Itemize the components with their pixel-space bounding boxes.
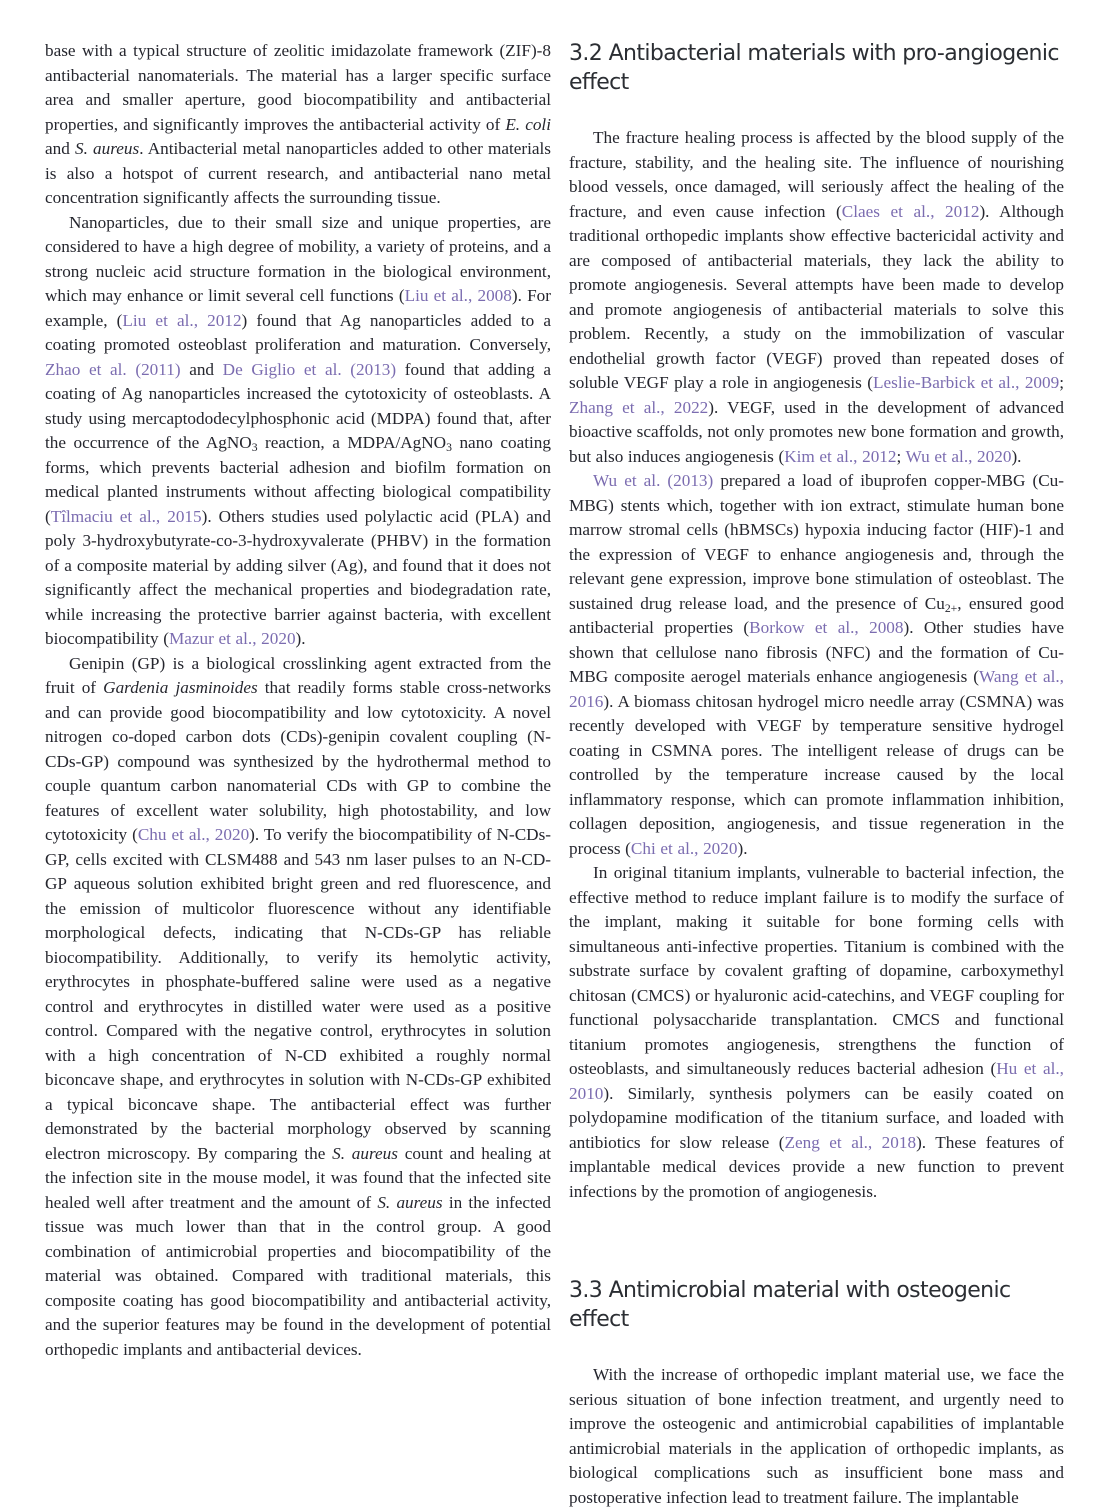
- citation-link[interactable]: Wu et al. (2013): [593, 471, 714, 490]
- citation-link[interactable]: Zhang et al., 2022: [569, 397, 709, 417]
- paragraph: Nanoparticles, due to their small size and unique properties, are considered to have a high degree of mobility, a variety of proteins, and a strong nucleic acid structure formation in the biological environment, which may enhance or limit several cell functions (Liu et al., 2008). For example, (Liu et al., 2012) found that Ag nanoparticles added to a coating promoted osteoblast proliferation and maturation. Conversely, Zhao et al. (2011) and De Giglio et al. (2013) found that adding a coating of Ag nanoparticles increased the cytotoxicity of osteoblasts. A study using mercaptododecylphosphonic acid (MDPA) found that, after the occurrence of the AgNO$_3$ reaction, a MDPA/AgNO$_3$ nano coating forms, which prevents bacterial adhesion and biofilm formation on medical planted instruments without affecting biological compatibility (Tîlmaciu et al., 2015). Others studies used polylactic acid (PLA) and poly 3-hydroxybutyrate-co-3-hydroxyvalerate (PHBV) in the formation of a composite material by adding silver (Ag), and found that it does not significantly affect the mechanical properties and biodegradation rate, while increasing the protective barrier against bacteria, with excellent biocompatibility (Mazur et al., 2020).: [45, 212, 551, 648]
- citation-link[interactable]: Chu et al., 2020: [137, 825, 250, 844]
- section-heading: 3.2 Antibacterial materials with pro-angiogenic effect: [569, 41, 1059, 95]
- paragraph: Wu et al. (2013) prepared a load of ibuprofen copper-MBG (Cu-MBG) stents which, together with ion extract, stimulate human bone marrow stromal cells (hBMSCs) hypoxia inducing factor (HIF)-1 and the expression of VEGF to enhance angiogenesis and, through the relevant gene expression, improve bone stimulation of osteoblast. The sustained drug release load, and the presence of $Cu_{2+}$, ensured good antibacterial properties (Borkow et al., 2008). Other studies have shown that cellulose nano fibrosis (NFC) and the formation of Cu-MBG composite aerogel materials enhance angiogenesis (Wang et al., 2016). A biomass chitosan hydrogel micro needle array (CSMNA) was recently developed with VEGF by temperature sensitive hydrogel coating in CSMNA pores. The intelligent release of drugs can be controlled by the temperature increase caused by the local inflammatory response, which can promote inflammation inhibition, collagen deposition, angiogenesis, and tissue regeneration in the process (Chi et al., 2020).: [569, 471, 1065, 858]
- citation-link[interactable]: Chi et al., 2020: [630, 838, 738, 858]
- right-text-column: [569, 39, 1065, 1507]
- italic-term: E. coli: [505, 114, 551, 134]
- italic-term: S. aureus: [377, 1192, 443, 1212]
- citation-link[interactable]: Zeng et al., 2018: [784, 1132, 917, 1152]
- chemical-subscript: 3: [446, 440, 452, 454]
- italic-term: Gardenia jasminoides: [103, 678, 258, 697]
- citation-link[interactable]: Wu et al., 2020: [905, 446, 1012, 466]
- paragraph: Genipin (GP) is a biological crosslinking agent extracted from the fruit of Gardenia jasminoides that readily forms stable cross-networks and can provide good biocompatibility and low cytotoxicity. A novel nitrogen co-doped carbon dots (CDs)-genipin covalent coupling (N-CDs-GP) compound was synthesized by the hydrothermal method to couple quantum carbon nanomaterial CDs with GP to combine the features of excellent water solubility, high photostability, and low cytotoxicity (Chu et al., 2020). To verify the biocompatibility of N-CDs-GP, cells excited with CLSM488 and 543 nm laser pulses to an N-CD-GP aqueous solution exhibited bright green and red fluorescence, and the emission of multicolor fluorescence without any identifiable morphological defects, indicating that N-CDs-GP has reliable biocompatibility. Additionally, to verify its hemolytic activity, erythrocytes in phosphate-buffered saline were used as a negative control and erythrocytes in distilled water were used as a positive control. Compared with the negative control, erythrocytes in solution with a high concentration of N-CD exhibited a roughly normal biconcave shape, and erythrocytes in solution with N-CDs-GP exhibited a typical biconcave shape. The antibacterial effect was further demonstrated by the bacterial morphology observed by scanning electron microscopy. By comparing the S. aureus count and healing at the infection site in the mouse model, it was found that the infected site healed well after treatment and the amount of S. aureus in the infected tissue was much lower than that in the control group. A good combination of antimicrobial properties and biocompatibility of the material was obtained. Compared with traditional materials, this composite coating has good biocompatibility and antibacterial activity, and the superior features may be found in the development of potential orthopedic implants and antibacterial devices.: [45, 653, 552, 1359]
- chemical-subscript: 2+: [944, 601, 958, 615]
- chemical-subscript: 3: [251, 440, 258, 454]
- paragraph: The fracture healing process is affected by the blood supply of the fracture, stability, and the healing site. The influence of nourishing blood vessels, once damaged, will seriously affect the healing of the fracture, and even cause infection (Claes et al., 2012). Although traditional orthopedic implants show effective bactericidal activity and are composed of antibacterial materials, they lack the ability to promote angiogenesis. Several attempts have been made to develop and promote angiogenesis of antibacterial materials to solve this problem. Recently, a study on the immobilization of vascular endothelial growth factor (VEGF) proved than repeated doses of soluble VEGF play a role in angiogenesis (Leslie-Barbick et al., 2009; Zhang et al., 2022). VEGF, used in the development of advanced bioactive scaffolds, not only promotes new bone formation and growth, but also induces angiogenesis (Kim et al., 2012; Wu et al., 2020).: [569, 128, 1065, 466]
- citation-link[interactable]: De Giglio et al. (2013): [222, 359, 397, 379]
- paragraph: In original titanium implants, vulnerable to bacterial infection, the effective method to reduce implant failure is to modify the surface of the implant, making it suitable for bone forming cells with simultaneous anti-infective properties. Titanium is combined with the substrate surface by covalent grafting of dopamine, carboxymethyl chitosan (CMCS) or hyaluronic acid-catechins, and VEGF coupling for functional polysaccharide transplantation. CMCS and functional titanium promotes angiogenesis, strengthens the function of osteoblasts, and simultaneously reduces bacterial adhesion (Hu et al., 2010). Similarly, synthesis polymers can be easily coated on polydopamine modification of the titanium surface, and loaded with antibiotics for slow release (Zeng et al., 2018). These features of implantable medical devices provide a new function to prevent infections by the promotion of angiogenesis.: [569, 863, 1064, 1201]
- citation-link[interactable]: Kim et al., 2012: [784, 446, 897, 466]
- citation-link[interactable]: Wang et al., 2016: [569, 667, 1064, 711]
- citation-link[interactable]: Leslie-Barbick et al., 2009: [873, 373, 1060, 392]
- paragraph: base with a typical structure of zeolitic imidazolate framework (ZIF)-8 antibacterial nanomaterials. The material has a larger specific surface area and smaller aperture, good biocompatibility and antibacterial properties, and significantly improves the antibacterial activity of E. coli and S. aureus. Antibacterial metal nanoparticles added to other materials is also a hotspot of current research, and antibacterial nano metal concentration significantly affects the surrounding tissue.: [45, 41, 551, 207]
- citation-link[interactable]: Borkow et al., 2008: [749, 618, 904, 637]
- paragraph: With the increase of orthopedic implant material use, we face the serious situation of bone infection treatment, and urgently need to improve the osteogenic and antimicrobial capabilities of implantable antimicrobial materials in the application of orthopedic implants, as biological complications such as insufficient bone mass and postoperative infection lead to treatment failure. The implantable: [569, 1365, 1064, 1507]
- citation-link[interactable]: Hu et al., 2010: [569, 1059, 1064, 1103]
- left-text-column: [45, 39, 551, 1490]
- citation-link[interactable]: Liu et al., 2008: [404, 286, 512, 305]
- citation-link[interactable]: Zhao et al. (2011): [45, 359, 181, 379]
- citation-link[interactable]: Mazur et al., 2020: [168, 629, 296, 648]
- citation-link[interactable]: Liu et al., 2012: [122, 310, 242, 330]
- citation-link[interactable]: Claes et al., 2012: [841, 201, 980, 221]
- italic-term: S. aureus: [75, 139, 140, 158]
- italic-term: S. aureus: [332, 1143, 398, 1163]
- citation-link[interactable]: Tîlmaciu et al., 2015: [50, 506, 202, 526]
- section-heading: 3.3 Antimicrobial material with osteogenic effect: [569, 1278, 1011, 1332]
